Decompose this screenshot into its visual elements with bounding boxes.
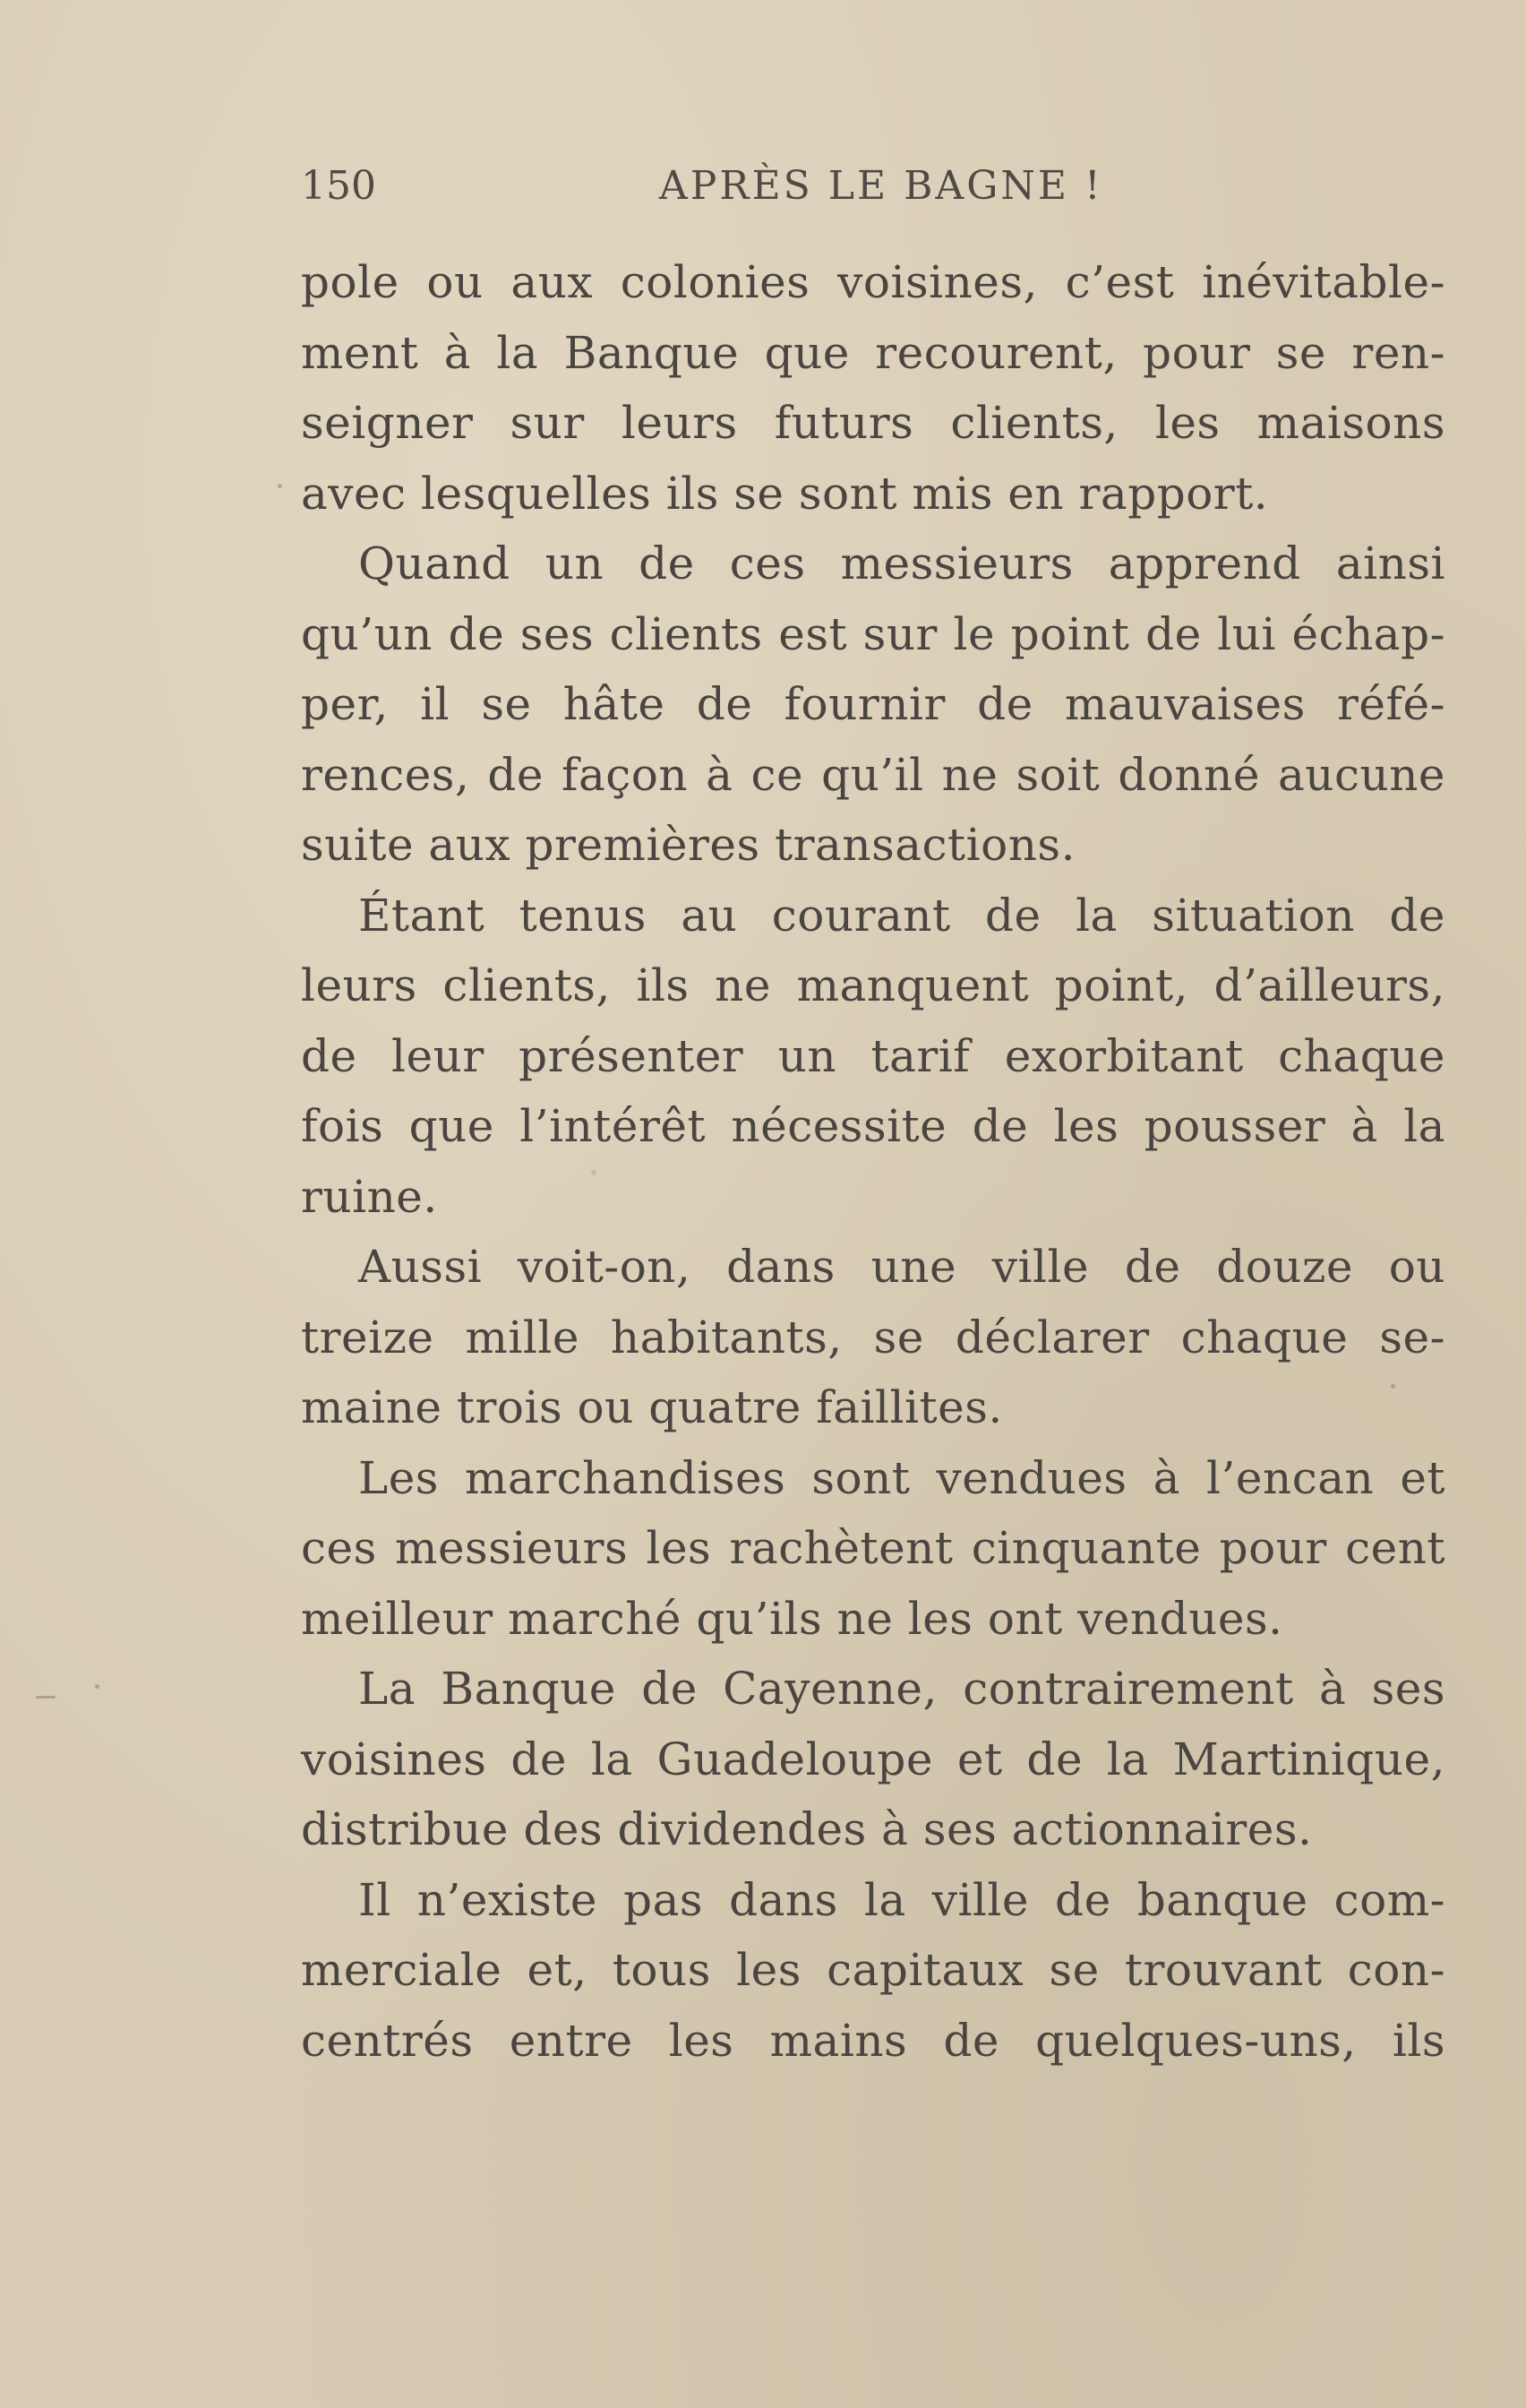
text-line: voisines de la Guadeloupe et de la Martinique, [301, 1733, 1445, 1785]
text-line: de leur présenter un tarif exorbitant chaque [301, 1029, 1445, 1082]
body-text [301, 247, 1445, 2076]
text-line: pole ou aux colonies voisines, c’est inévitable- [301, 256, 1445, 308]
text-line: Aussi voit-on, dans une ville de douze ou [358, 1241, 1445, 1293]
text-line: suite aux premières transactions. [301, 819, 1076, 871]
running-head [301, 159, 1445, 213]
paper-speck [591, 1170, 596, 1175]
text-line: Quand un de ces messieurs apprend ainsi [358, 538, 1445, 589]
text-line: distribue des dividendes à ses actionnaires. [301, 1803, 1313, 1855]
text-line: Étant tenus au courant de la situation de [358, 889, 1445, 942]
paper-speck [1391, 1384, 1395, 1389]
text-line: Il n’existe pas dans la ville de banque com- [358, 1873, 1445, 1926]
text-line: avec lesquelles ils se sont mis en rapport. [301, 467, 1269, 520]
running-title: APRÈS LE BAGNE ! [659, 163, 1103, 209]
paper-speck [36, 1696, 56, 1698]
text-line: La Banque de Cayenne, contrairement à ses [358, 1663, 1445, 1715]
text-line: ruine. [301, 1170, 438, 1223]
text-line: centrés entre les mains de quelques-uns, ils [301, 2014, 1445, 2067]
page-number: 150 [301, 163, 376, 209]
text-line: per, il se hâte de fournir de mauvaises réfé- [301, 678, 1445, 730]
paper-speck [278, 484, 282, 488]
text-line: fois que l’intérêt nécessite de les pousser à la [301, 1100, 1445, 1152]
text-line: leurs clients, ils ne manquent point, d’ailleurs, [301, 959, 1445, 1011]
text-line: rences, de façon à ce qu’il ne soit donné aucune [301, 748, 1445, 801]
text-line: Les marchandises sont vendues à l’encan et [358, 1451, 1445, 1504]
text-line: meilleur marché qu’ils ne les ont vendues. [301, 1592, 1283, 1645]
text-line: seigner sur leurs futurs clients, les maisons [301, 397, 1445, 449]
text-line: merciale et, tous les capitaux se trouvant con- [301, 1944, 1445, 1996]
text-line: treize mille habitants, se déclarer chaque se- [301, 1311, 1445, 1363]
text-line: maine trois ou quatre faillites. [301, 1381, 1003, 1433]
text-line: ces messieurs les rachètent cinquante pour cent [301, 1522, 1445, 1574]
paper-speck [95, 1684, 99, 1689]
text-line: ment à la Banque que recourent, pour se ren- [301, 326, 1445, 379]
text-line: qu’un de ses clients est sur le point de lui échap- [301, 607, 1445, 660]
